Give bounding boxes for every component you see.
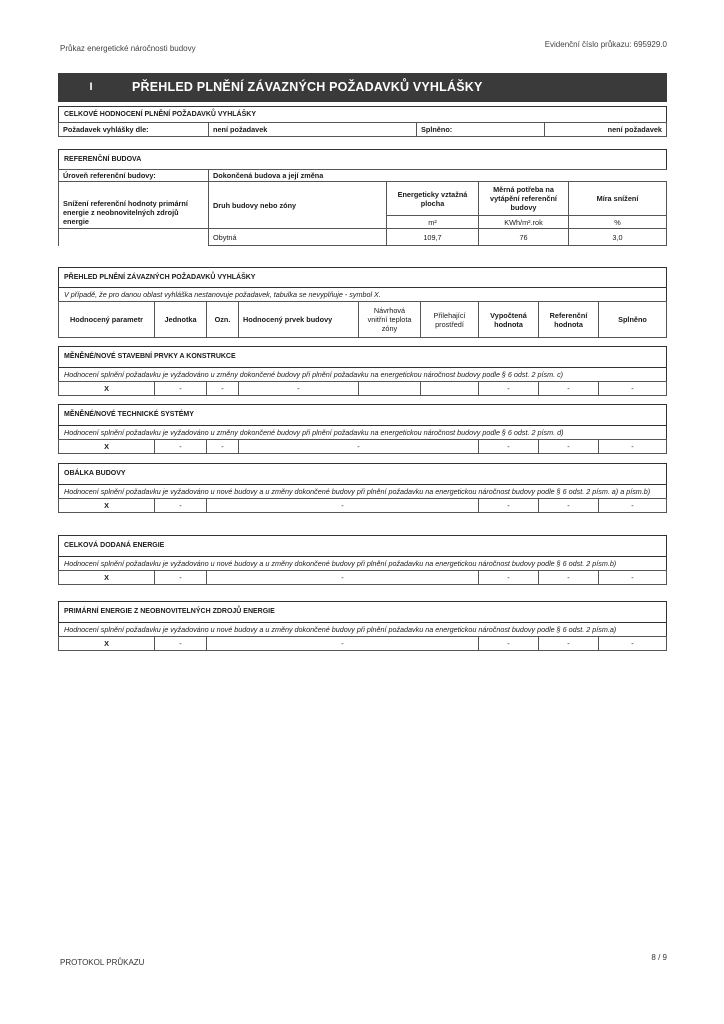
section-banner bbox=[58, 73, 667, 102]
header-fulfilled: Splněno bbox=[599, 302, 667, 338]
row-cell: - bbox=[539, 637, 599, 651]
section-title: PRIMÁRNÍ ENERGIE Z NEOBNOVITELNÝCH ZDROJŮ ENERGIE bbox=[58, 601, 667, 622]
row-cell: - bbox=[155, 499, 207, 513]
row-cell: - bbox=[239, 440, 479, 454]
unit-percent: % bbox=[569, 216, 667, 229]
building-envelope-section bbox=[58, 463, 667, 513]
section-title: CELKOVÁ DODANÁ ENERGIE bbox=[58, 535, 667, 556]
requirements-overview-section bbox=[58, 267, 667, 338]
row-cell: X bbox=[59, 571, 155, 585]
row-cell bbox=[359, 382, 421, 396]
row-cell: - bbox=[479, 382, 539, 396]
primary-energy-section bbox=[58, 601, 667, 651]
evaluation-row-table bbox=[58, 381, 667, 396]
building-type-value: Obytná bbox=[209, 229, 387, 246]
requirement-value: není požadavek bbox=[209, 123, 417, 137]
energy-area-header: Energeticky vztažná plocha bbox=[387, 182, 479, 216]
document-header-title: Průkaz energetické náročnosti budovy bbox=[60, 44, 196, 53]
evaluation-row-table bbox=[58, 498, 667, 513]
row-cell bbox=[421, 382, 479, 396]
row-cell: - bbox=[539, 382, 599, 396]
reference-building-section bbox=[58, 149, 667, 246]
empty-cell bbox=[59, 229, 209, 246]
section-title: MĚNĚNÉ/NOVÉ TECHNICKÉ SYSTÉMY bbox=[58, 404, 667, 425]
heating-need-value: 76 bbox=[479, 229, 569, 246]
technical-systems-section bbox=[58, 404, 667, 454]
row-cell: - bbox=[599, 571, 667, 585]
overall-evaluation-table bbox=[58, 122, 667, 137]
energy-area-value: 109,7 bbox=[387, 229, 479, 246]
banner-title: PŘEHLED PLNĚNÍ ZÁVAZNÝCH POŽADAVKŮ VYHLÁŠKY bbox=[132, 80, 483, 94]
row-cell: - bbox=[155, 440, 207, 454]
reduction-rate-value: 3,0 bbox=[569, 229, 667, 246]
header-calculated-value: Vypočtená hodnota bbox=[479, 302, 539, 338]
row-cell: - bbox=[479, 499, 539, 513]
building-type-label: Druh budovy nebo zóny bbox=[209, 182, 387, 229]
section-note: Hodnocení splnění požadavku je vyžadováno u změny dokončené budovy při plnění požadavku na energetickou náročnost budovy podle § 6 odst. 2 písm. c) bbox=[58, 367, 667, 381]
heating-need-header: Měrná potřeba na vytápění referenční budovy bbox=[479, 182, 569, 216]
row-cell: - bbox=[155, 637, 207, 651]
fulfilled-label: Splněno: bbox=[417, 123, 545, 137]
section-title: CELKOVÉ HODNOCENÍ PLNĚNÍ POŽADAVKŮ VYHLÁŠKY bbox=[58, 106, 667, 122]
row-cell: - bbox=[479, 440, 539, 454]
banner-number: I bbox=[89, 81, 93, 93]
certificate-number: Evidenční číslo průkazu: 695929.0 bbox=[544, 40, 667, 49]
section-title: OBÁLKA BUDOVY bbox=[58, 463, 667, 484]
header-element: Hodnocený prvek budovy bbox=[239, 302, 359, 338]
row-cell: - bbox=[207, 637, 479, 651]
page-number: 8 / 9 bbox=[651, 953, 667, 962]
building-elements-section bbox=[58, 346, 667, 396]
row-cell: - bbox=[155, 382, 207, 396]
evaluation-row-table bbox=[58, 570, 667, 585]
row-cell: - bbox=[207, 440, 239, 454]
row-cell: - bbox=[539, 571, 599, 585]
row-cell: - bbox=[207, 499, 479, 513]
section-note: V případě, že pro danou oblast vyhláška nestanovuje požadavek, tabulka se nevyplňuje - symbol X. bbox=[58, 287, 667, 301]
reduction-label: Snížení referenční hodnoty primární energie z neobnovitelných zdrojů energie bbox=[59, 182, 209, 229]
row-cell: - bbox=[239, 382, 359, 396]
reduction-rate-header: Míra snížení bbox=[569, 182, 667, 216]
section-note: Hodnocení splnění požadavku je vyžadováno u nové budovy a u změny dokončené budovy při plnění požadavku na energetickou náročnost budovy podle § 6 odst. 2 písm.b) bbox=[58, 556, 667, 570]
evaluation-row-table bbox=[58, 636, 667, 651]
reference-level-label: Úroveň referenční budovy: bbox=[59, 170, 209, 182]
row-cell: - bbox=[599, 440, 667, 454]
header-reference-value: Referenční hodnota bbox=[539, 302, 599, 338]
section-note: Hodnocení splnění požadavku je vyžadováno u nové budovy a u změny dokončené budovy při plnění požadavku na energetickou náročnost budovy podle § 6 odst. 2 písm.a) bbox=[58, 622, 667, 636]
footer-protocol-label: PROTOKOL PRŮKAZU bbox=[60, 958, 145, 967]
total-delivered-energy-section bbox=[58, 535, 667, 585]
evaluation-row-table bbox=[58, 439, 667, 454]
row-cell: - bbox=[539, 440, 599, 454]
row-cell: - bbox=[599, 637, 667, 651]
unit-area: m² bbox=[387, 216, 479, 229]
row-cell: X bbox=[59, 440, 155, 454]
requirements-header-table bbox=[58, 301, 667, 338]
header-unit: Jednotka bbox=[155, 302, 207, 338]
section-title: MĚNĚNÉ/NOVÉ STAVEBNÍ PRVKY A KONSTRUKCE bbox=[58, 346, 667, 367]
row-cell: - bbox=[479, 571, 539, 585]
row-cell: X bbox=[59, 499, 155, 513]
row-cell: - bbox=[207, 571, 479, 585]
unit-heating: KWh/m².rok bbox=[479, 216, 569, 229]
header-design-temperature: Návrhová vnitřní teplota zóny bbox=[359, 302, 421, 338]
header-parameter: Hodnocený parametr bbox=[59, 302, 155, 338]
row-cell: - bbox=[599, 382, 667, 396]
requirement-label: Požadavek vyhlášky dle: bbox=[59, 123, 209, 137]
section-title: PŘEHLED PLNĚNÍ ZÁVAZNÝCH POŽADAVKŮ VYHLÁŠKY bbox=[58, 267, 667, 287]
header-adjacent-environment: Přilehající prostředí bbox=[421, 302, 479, 338]
row-cell: - bbox=[539, 499, 599, 513]
row-cell: - bbox=[599, 499, 667, 513]
fulfilled-value: není požadavek bbox=[545, 123, 667, 137]
row-cell: - bbox=[479, 637, 539, 651]
section-note: Hodnocení splnění požadavku je vyžadováno u změny dokončené budovy při plnění požadavku na energetickou náročnost budovy podle § 6 odst. 2 písm. d) bbox=[58, 425, 667, 439]
reference-level-value: Dokončená budova a její změna bbox=[209, 170, 667, 182]
row-cell: - bbox=[207, 382, 239, 396]
section-title: REFERENČNÍ BUDOVA bbox=[58, 149, 667, 169]
header-label: Ozn. bbox=[207, 302, 239, 338]
section-note: Hodnocení splnění požadavku je vyžadováno u nové budovy a u změny dokončené budovy při plnění požadavku na energetickou náročnost budovy podle § 6 odst. 2 písm. a) a písm.b) bbox=[58, 484, 667, 498]
reference-building-table bbox=[58, 169, 667, 246]
overall-evaluation-section bbox=[58, 106, 667, 137]
row-cell: - bbox=[155, 571, 207, 585]
row-cell: X bbox=[59, 382, 155, 396]
row-cell: X bbox=[59, 637, 155, 651]
